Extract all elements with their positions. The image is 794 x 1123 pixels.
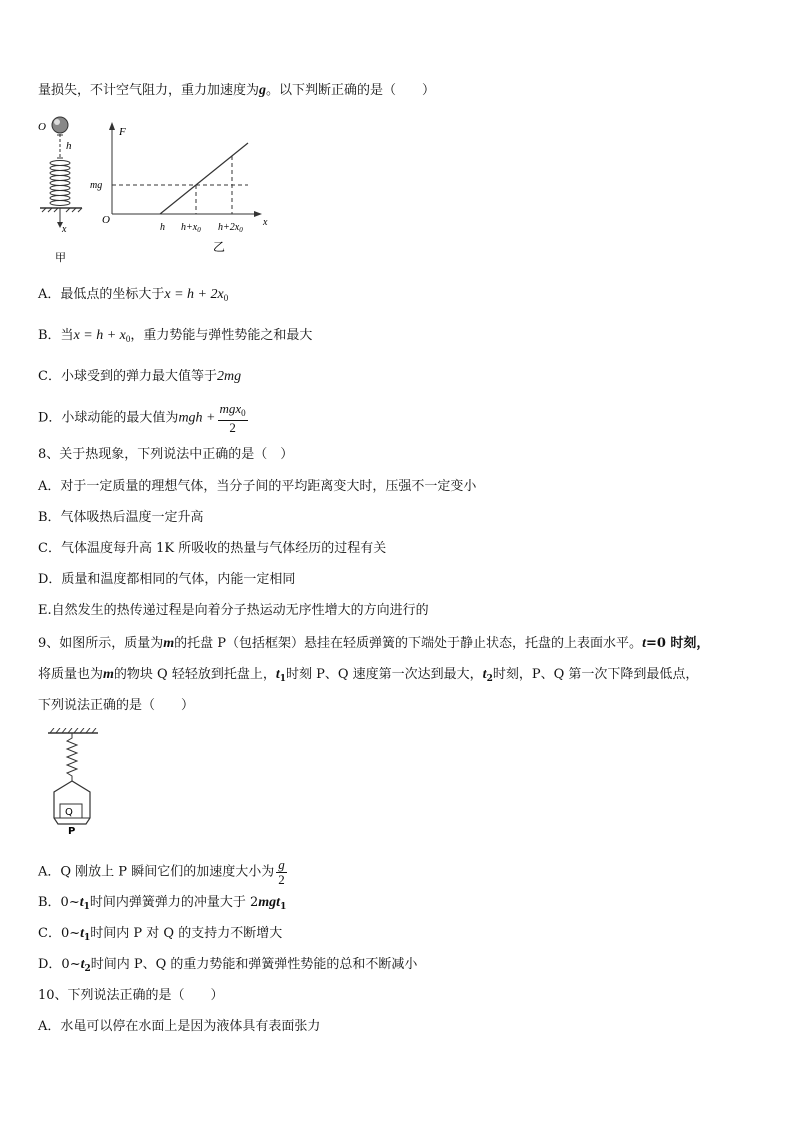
q8-option-E: E.自然发生的热传递过程是向着分子热运动无序性增大的方向进行的: [38, 603, 429, 618]
force-line: [160, 143, 248, 214]
q7-option-B: B．当$x = h + x_0$，重力势能与弹性势能之和最大: [38, 328, 313, 344]
q9-option-D: D．$0\sim t_2$时间内 P、Q 的重力势能和弹簧弹性势能的总和不断减小: [38, 957, 418, 974]
tick-h-2x0: $h+2x_0$: [218, 222, 243, 234]
q9-option-B: B．$0\sim t_1$时间内弹簧弹力的冲量大于 2mgt$_1$: [38, 895, 287, 912]
q10-stem: 10、下列说法正确的是（ ）: [38, 988, 224, 1003]
q7-option-A: A．最低点的坐标大于$x = h + 2x_0$: [38, 287, 229, 303]
q7-figure: [30, 108, 290, 268]
tick-h: h: [160, 222, 165, 233]
q8-option-A: A．对于一定质量的理想气体，当分子间的平均距离变大时，压强不一定变小: [38, 479, 477, 494]
fig-F-label: F: [119, 126, 126, 138]
q9-line3: 下列说法正确的是（ ）: [38, 698, 195, 713]
q8-option-C: C．气体温度每升高 1K 所吸收的热量与气体经历的过程有关: [38, 541, 387, 556]
q9-line2: 将质量也为m的物块 Q 轻轻放到托盘上，$t_1$时刻 P、Q 速度第一次达到最大，$t_2$时刻，P、Q 第一次下降到最低点，: [38, 667, 699, 684]
label-P: P: [68, 826, 76, 837]
q9-option-A: A．Q 刚放上 P 瞬间它们的加速度大小为 $\frac{g}{2}$: [38, 857, 285, 887]
fig-x-right: x: [263, 217, 268, 228]
label-Q: Q: [65, 807, 73, 818]
q7-option-C: C．小球受到的弹力最大值等于2mg: [38, 369, 242, 384]
spring-icon: [67, 733, 77, 781]
fig-x-left: x: [62, 224, 67, 235]
q8-option-D: D．质量和温度都相同的气体，内能一定相同: [38, 572, 296, 587]
ball-highlight: [54, 119, 60, 125]
tick-h-x0: $h+x_0$: [181, 222, 201, 234]
q8-stem: 8、关于热现象，下列说法中正确的是（ ）: [38, 447, 294, 462]
fig-origin-left: O: [38, 121, 46, 133]
spring-icon: [50, 161, 70, 206]
fig-mg-label: mg: [90, 180, 103, 191]
fig-caption-left: 甲: [55, 251, 66, 264]
q9-option-C: C．$0\sim t_1$时间内 P 对 Q 的支持力不断增大: [38, 926, 283, 943]
q9-line1: 9、如图所示，质量为m的托盘 P（包括框架）悬挂在轻质弹簧的下端处于静止状态，托盘的上表面水平。t=0 时刻，: [38, 636, 710, 651]
fig-caption-right: 乙: [213, 240, 226, 254]
fig-origin-right: O: [102, 214, 110, 226]
q8-option-B: B．气体吸热后温度一定升高: [38, 510, 204, 525]
fig-h-label: h: [66, 140, 72, 152]
frac-mgx0-over-2: $\frac{mgx_0}{2}$: [219, 401, 246, 435]
q7-option-D: D．小球动能的最大值为mgh + $\frac{mgx_0}{2}$: [38, 401, 246, 435]
q9-figure: [40, 728, 110, 838]
ball-icon: [52, 117, 68, 133]
q7-stem: 量损失，不计空气阻力，重力加速度为g。以下判断正确的是（ ）: [38, 83, 436, 98]
q10-option-A: A．水黾可以停在水面上是因为液体具有表面张力: [38, 1019, 321, 1034]
frac-g-over-2: $\frac{g}{2}$: [278, 857, 285, 887]
